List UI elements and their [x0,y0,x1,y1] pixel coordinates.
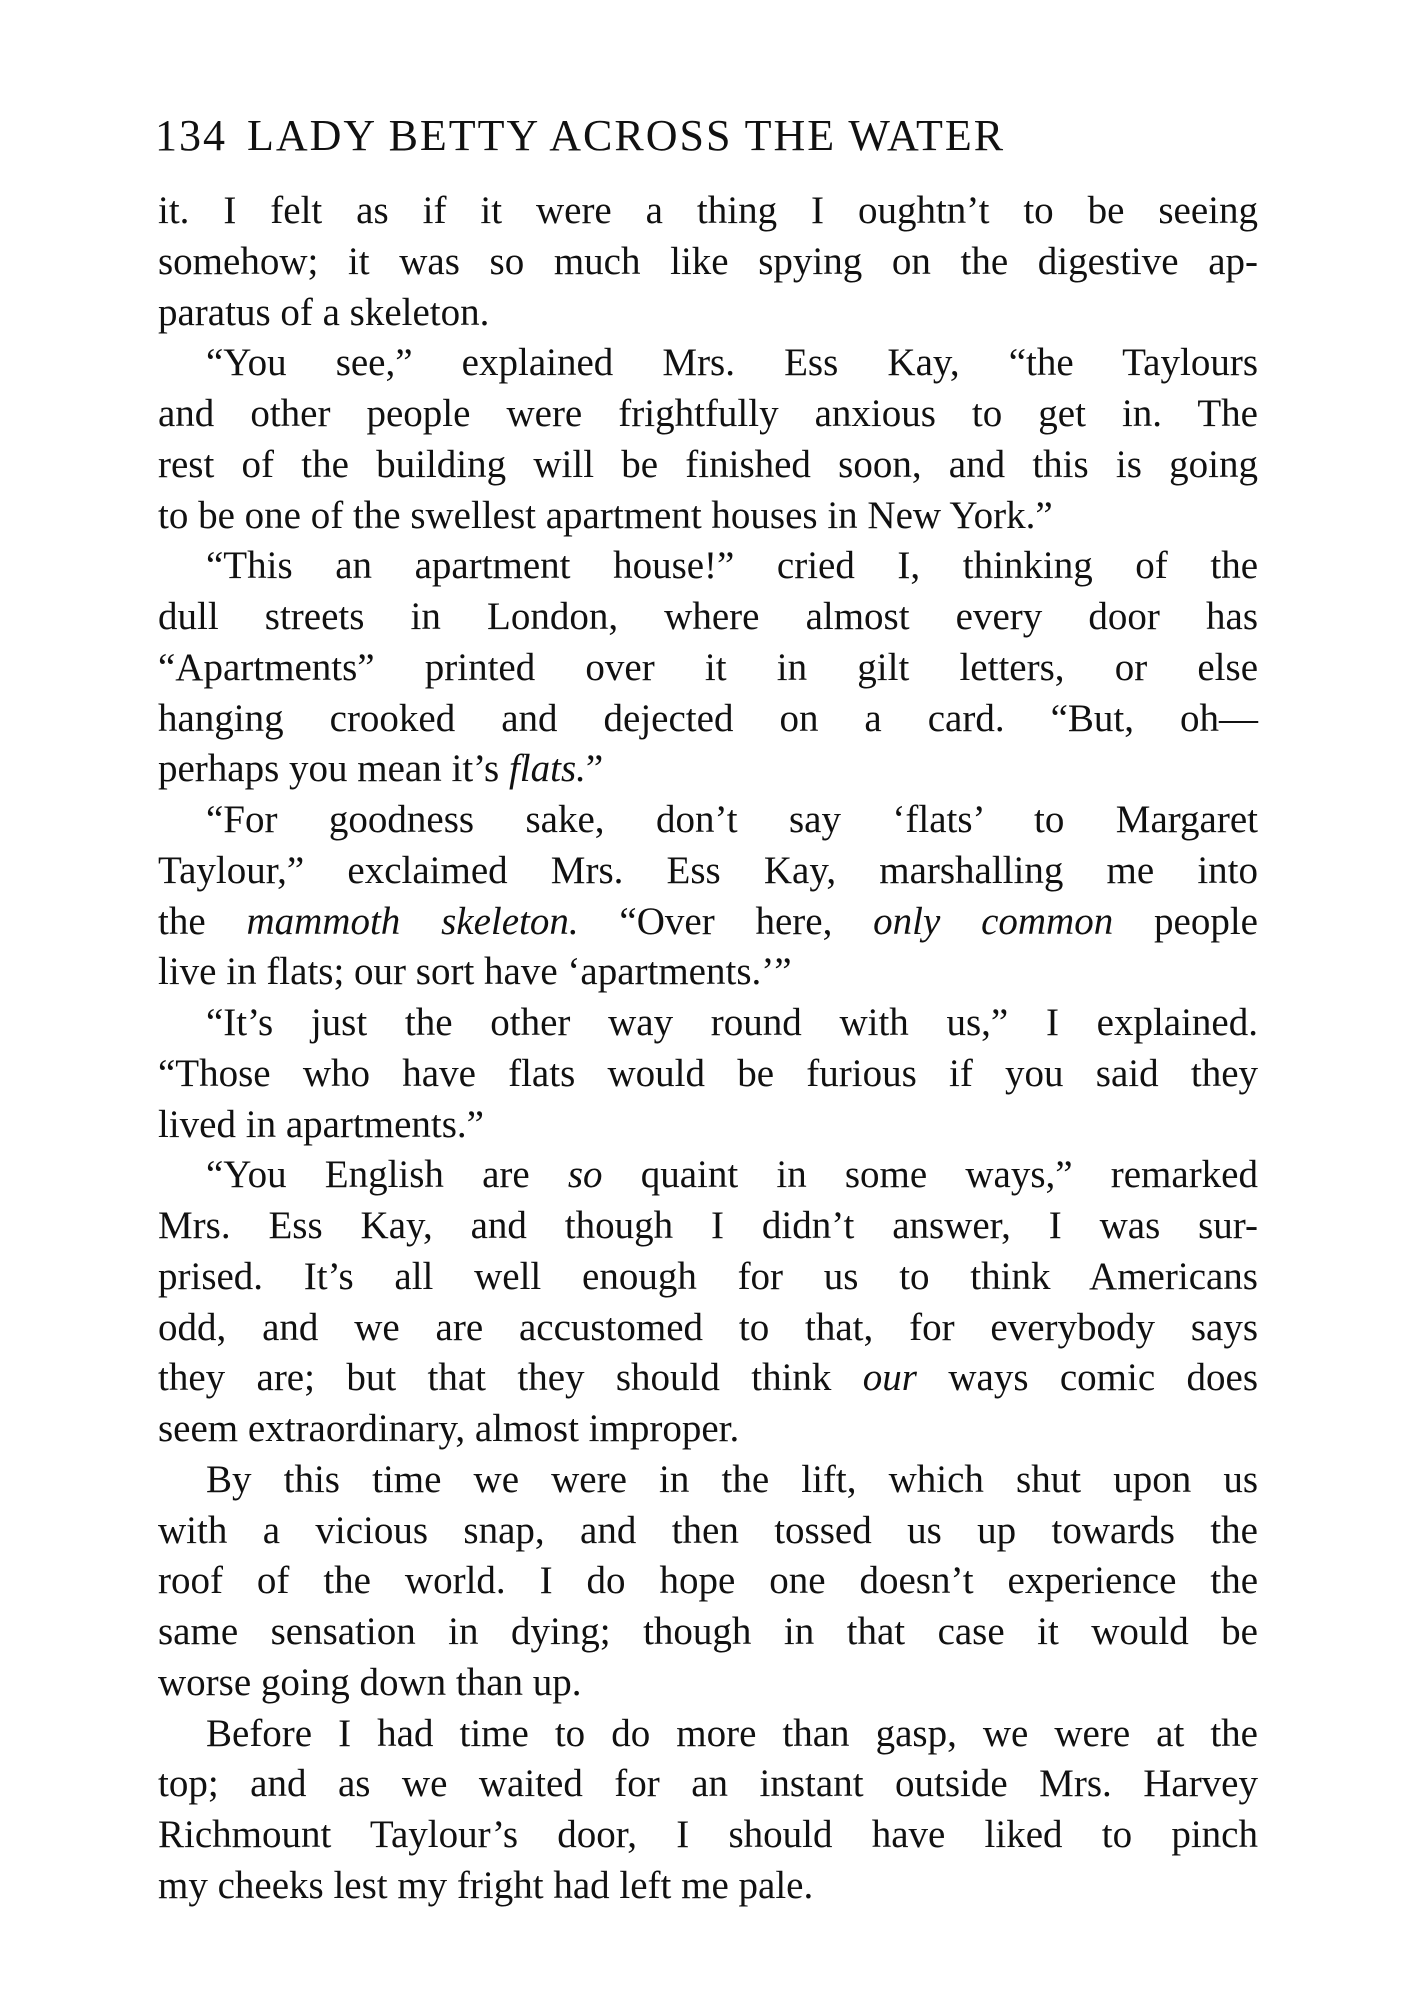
text-line: Richmount Taylour’s door, I should have liked to pinch [158,1813,1258,1856]
text-line: somehow; it was so much like spying on the digestive ap- [158,239,1258,283]
text-line: dull streets in London, where almost every door has [158,595,1258,638]
text-line: they are; but that they should think our ways comic does [158,1356,1259,1400]
running-head [155,108,1155,164]
text-line: worse going down than up. [158,1660,582,1704]
page-number: 134 [155,111,227,160]
text-line: “You English are so quaint in some ways,” remarked [206,1153,1258,1197]
text-line: By this time we were in the lift, which shut upon us [206,1457,1258,1501]
text-line: lived in apartments.” [158,1102,484,1146]
text-line: Taylour,” exclaimed Mrs. Ess Kay, marshalling me into [158,848,1258,892]
text-line: with a vicious snap, and then tossed us up towards the [158,1508,1258,1552]
text-line: hanging crooked and dejected on a card. “But, oh— [158,696,1258,740]
text-line: odd, and we are accustomed to that, for everybody says [158,1305,1258,1349]
text-line: it. I felt as if it were a thing I oughtn’t to be seeing [158,189,1258,232]
text-line: perhaps you mean it’s flats.” [158,747,604,791]
text-line: “For goodness sake, don’t say ‘flats’ to Margaret [206,798,1258,841]
running-title: LADY BETTY ACROSS THE WATER [247,111,1006,160]
text-line: live in flats; our sort have ‘apartments.’” [158,950,792,994]
text-line: the mammoth skeleton. “Over here, only common people [158,899,1258,943]
text-line: and other people were frightfully anxious to get in. The [158,392,1258,435]
body-text [158,186,1258,1912]
text-line: “Those who have flats would be furious if you said they [158,1051,1258,1095]
text-line: Mrs. Ess Kay, and though I didn’t answer, I was sur- [158,1204,1258,1247]
text-line: seem extraordinary, almost improper. [158,1407,740,1450]
text-line: “Apartments” printed over it in gilt letters, or else [158,645,1258,689]
text-line: prised. It’s all well enough for us to think Americans [158,1254,1258,1298]
text-line: “You see,” explained Mrs. Ess Kay, “the Taylours [206,341,1258,385]
text-line: “This an apartment house!” cried I, thinking of the [206,544,1258,588]
text-line: my cheeks lest my fright had left me pale. [158,1863,814,1907]
text-line: top; and as we waited for an instant outside Mrs. Harvey [158,1762,1258,1806]
text-line: paratus of a skeleton. [158,290,490,334]
text-line: Before I had time to do more than gasp, we were at the [206,1711,1258,1755]
text-line: same sensation in dying; though in that case it would be [158,1610,1258,1653]
text-line: to be one of the swellest apartment houses in New York.” [158,493,1053,537]
text-line: “It’s just the other way round with us,” I explained. [206,1001,1258,1044]
text-line: roof of the world. I do hope one doesn’t experience the [158,1559,1258,1603]
text-line: rest of the building will be finished soon, and this is going [158,442,1258,486]
